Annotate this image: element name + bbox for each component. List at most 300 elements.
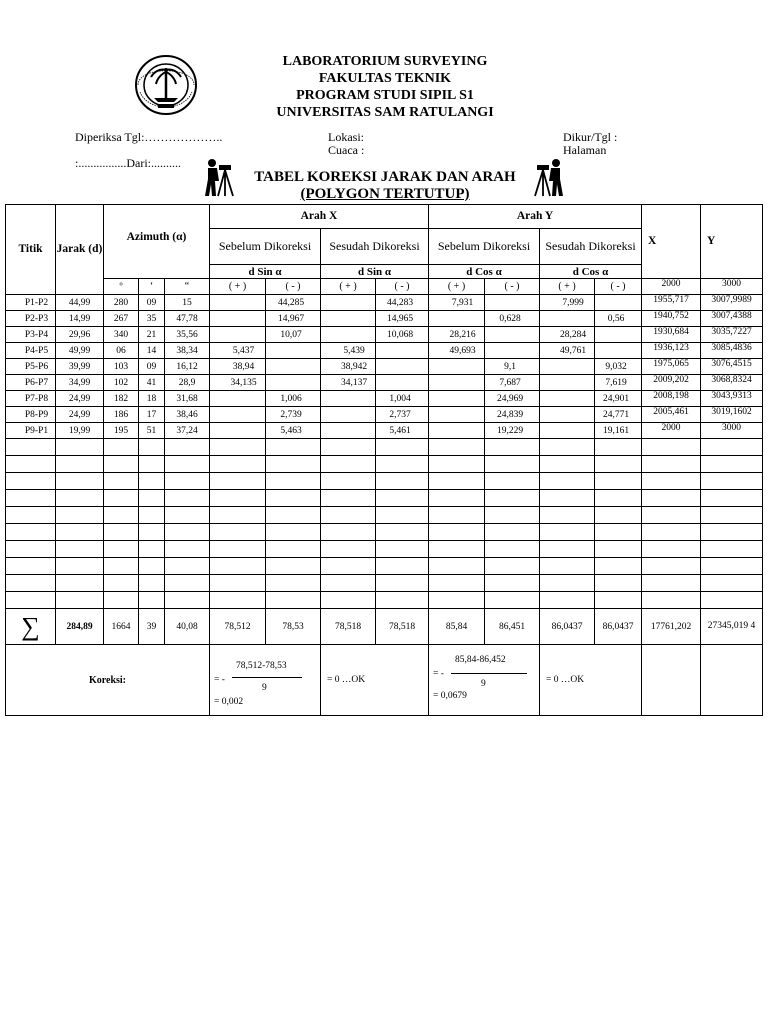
empty-cell [376, 507, 429, 524]
empty-cell [104, 490, 139, 507]
empty-cell [210, 473, 266, 490]
empty-cell [642, 524, 701, 541]
empty-cell [701, 490, 763, 507]
empty-cell [595, 490, 642, 507]
table-cell [210, 295, 266, 311]
row-titik: P3-P4 [6, 327, 56, 343]
empty-cell [540, 507, 595, 524]
empty-cell [376, 490, 429, 507]
table-title [230, 169, 540, 203]
col-dsin-1: d Sin α [210, 265, 321, 279]
row-titik: P2-P3 [6, 311, 56, 327]
empty-cell [321, 541, 376, 558]
empty-cell [701, 558, 763, 575]
table-cell: 28,216 [429, 327, 485, 343]
col-dcos-1: d Cos α [429, 265, 540, 279]
koreksi-y-result: = 0,0679 [433, 691, 467, 701]
empty-cell [540, 541, 595, 558]
empty-cell [321, 473, 376, 490]
table-cell: 39,99 [56, 359, 104, 375]
table-cell: 31,68 [165, 391, 210, 407]
sum-cell: 1664 [104, 609, 139, 645]
y-initial: 3000 [701, 279, 763, 295]
table-cell: 103 [104, 359, 139, 375]
empty-cell [56, 473, 104, 490]
table-cell [540, 407, 595, 423]
table-cell [210, 407, 266, 423]
empty-cell [429, 592, 485, 609]
sum-cell: 85,84 [429, 609, 485, 645]
table-cell: 24,839 [485, 407, 540, 423]
dari-field: :................Dari:.......... [75, 156, 181, 170]
table-cell: 3043,9313 [701, 391, 763, 407]
empty-cell [429, 524, 485, 541]
table-cell: 24,901 [595, 391, 642, 407]
table-cell [540, 359, 595, 375]
sum-cell: 27345,019 4 [701, 609, 763, 645]
empty-cell [266, 575, 321, 592]
empty-row [6, 490, 763, 507]
col-jarak: Jarak (d) [56, 205, 104, 295]
col-x-sebelum: Sebelum Dikoreksi [210, 229, 321, 265]
sum-cell: 86,0437 [595, 609, 642, 645]
col-min: ‘ [139, 279, 165, 295]
empty-cell [165, 507, 210, 524]
empty-cell [56, 524, 104, 541]
empty-cell [266, 558, 321, 575]
table-cell: 41 [139, 375, 165, 391]
empty-cell [485, 575, 540, 592]
empty-cell [642, 456, 701, 473]
row-titik: P8-P9 [6, 407, 56, 423]
empty-cell [321, 575, 376, 592]
empty-cell [642, 439, 701, 456]
empty-cell [540, 456, 595, 473]
table-cell [321, 311, 376, 327]
empty-cell [642, 558, 701, 575]
table-cell: 5,439 [321, 343, 376, 359]
table-cell: 9,1 [485, 359, 540, 375]
col-plus: ( + ) [540, 279, 595, 295]
table-cell: 49,761 [540, 343, 595, 359]
empty-cell [139, 456, 165, 473]
empty-cell [165, 558, 210, 575]
empty-cell [139, 575, 165, 592]
table-cell: 14,967 [266, 311, 321, 327]
koreksi-y-eq: = - [433, 669, 444, 679]
empty-cell [104, 592, 139, 609]
koreksi-row [6, 645, 763, 716]
empty-cell [56, 541, 104, 558]
table-cell [321, 423, 376, 439]
table-cell: 2,737 [376, 407, 429, 423]
koreksi-x-empty [642, 645, 701, 716]
col-plus: ( + ) [321, 279, 376, 295]
table-cell: 1936,123 [642, 343, 701, 359]
empty-cell [701, 439, 763, 456]
empty-row [6, 473, 763, 490]
table-cell: 49,99 [56, 343, 104, 359]
col-x-sesudah: Sesudah Dikoreksi [321, 229, 429, 265]
table-cell: 38,34 [165, 343, 210, 359]
empty-cell [266, 524, 321, 541]
empty-cell [210, 490, 266, 507]
empty-cell [642, 541, 701, 558]
table-cell: 3035,7227 [701, 327, 763, 343]
empty-cell [595, 524, 642, 541]
table-cell: 34,137 [321, 375, 376, 391]
table-cell: 06 [104, 343, 139, 359]
empty-cell [6, 592, 56, 609]
table-cell [321, 295, 376, 311]
table-row [6, 423, 763, 439]
table-cell [485, 327, 540, 343]
table-title-line-2: (POLYGON TERTUTUP) [300, 186, 470, 202]
table-cell: 2000 [642, 423, 701, 439]
table-cell [266, 359, 321, 375]
header-line-1: LABORATORIUM SURVEYING [282, 54, 488, 69]
table-cell: 47,78 [165, 311, 210, 327]
table-cell: 182 [104, 391, 139, 407]
table-cell: 19,229 [485, 423, 540, 439]
koreksi-y-ok: = 0 …OK [540, 645, 642, 716]
empty-cell [321, 558, 376, 575]
cuaca-field: Cuaca : [328, 143, 365, 157]
empty-cell [139, 524, 165, 541]
empty-cell [6, 507, 56, 524]
table-cell [540, 375, 595, 391]
table-cell [429, 391, 485, 407]
empty-cell [642, 473, 701, 490]
table-cell: 38,94 [210, 359, 266, 375]
sum-cell: 78,53 [266, 609, 321, 645]
table-cell: 14,965 [376, 311, 429, 327]
empty-cell [165, 439, 210, 456]
empty-cell [139, 439, 165, 456]
table-cell: 2005,461 [642, 407, 701, 423]
table-cell: 3085,4836 [701, 343, 763, 359]
table-cell: 44,99 [56, 295, 104, 311]
empty-cell [321, 490, 376, 507]
table-row [6, 375, 763, 391]
empty-cell [540, 592, 595, 609]
table-row [6, 295, 763, 311]
table-cell: 7,619 [595, 375, 642, 391]
empty-cell [429, 490, 485, 507]
empty-cell [139, 507, 165, 524]
koreksi-x-ok: = 0 …OK [321, 645, 429, 716]
table-row [6, 311, 763, 327]
col-arah-y: Arah Y [429, 205, 642, 229]
table-cell: 49,693 [429, 343, 485, 359]
table-cell [210, 391, 266, 407]
table-cell: 0,56 [595, 311, 642, 327]
empty-cell [165, 575, 210, 592]
table-cell: 19,161 [595, 423, 642, 439]
koreksi-y-formula [429, 645, 540, 716]
empty-cell [6, 575, 56, 592]
table-cell: 3007,4388 [701, 311, 763, 327]
col-minus: ( - ) [266, 279, 321, 295]
table-cell: 24,99 [56, 391, 104, 407]
col-sec: “ [165, 279, 210, 295]
empty-cell [540, 575, 595, 592]
table-cell: 2009,202 [642, 375, 701, 391]
table-cell [485, 295, 540, 311]
empty-cell [210, 592, 266, 609]
empty-cell [6, 473, 56, 490]
empty-row [6, 507, 763, 524]
col-x: X [642, 205, 701, 279]
table-cell [321, 407, 376, 423]
col-arah-x: Arah X [210, 205, 429, 229]
empty-cell [6, 541, 56, 558]
empty-cell [104, 473, 139, 490]
empty-cell [595, 558, 642, 575]
lokasi-field: Lokasi: [328, 130, 364, 144]
table-cell: 15 [165, 295, 210, 311]
empty-cell [701, 524, 763, 541]
empty-cell [210, 575, 266, 592]
empty-cell [104, 575, 139, 592]
table-cell: 35 [139, 311, 165, 327]
empty-cell [165, 524, 210, 541]
col-minus: ( - ) [595, 279, 642, 295]
table-cell: 19,99 [56, 423, 104, 439]
empty-cell [165, 473, 210, 490]
empty-cell [701, 473, 763, 490]
table-row [6, 391, 763, 407]
table-cell [321, 391, 376, 407]
empty-cell [376, 439, 429, 456]
empty-cell [266, 490, 321, 507]
koreksi-y-den: 9 [481, 679, 486, 689]
row-titik: P1-P2 [6, 295, 56, 311]
empty-cell [56, 456, 104, 473]
empty-cell [540, 439, 595, 456]
empty-cell [485, 592, 540, 609]
col-azimuth: Azimuth (α) [104, 205, 210, 279]
header-line-2: FAKULTAS TEKNIK [318, 71, 452, 86]
col-dcos-2: d Cos α [540, 265, 642, 279]
koreksi-y-num: 85,84-86,452 [455, 655, 506, 665]
table-cell: 34,99 [56, 375, 104, 391]
empty-cell [429, 439, 485, 456]
empty-cell [595, 473, 642, 490]
col-plus: ( + ) [210, 279, 266, 295]
table-cell: 14 [139, 343, 165, 359]
empty-cell [210, 439, 266, 456]
empty-cell [642, 575, 701, 592]
empty-cell [376, 592, 429, 609]
empty-cell [485, 490, 540, 507]
empty-cell [642, 507, 701, 524]
table-cell [595, 327, 642, 343]
table-cell: 24,99 [56, 407, 104, 423]
empty-cell [321, 524, 376, 541]
koreksi-label: Koreksi: [6, 645, 210, 716]
table-cell: 1,004 [376, 391, 429, 407]
lab-header [200, 53, 570, 121]
table-cell [266, 375, 321, 391]
table-cell: 1955,717 [642, 295, 701, 311]
empty-cell [56, 439, 104, 456]
empty-cell [701, 575, 763, 592]
table-cell: 3019,1602 [701, 407, 763, 423]
empty-cell [6, 490, 56, 507]
empty-cell [595, 507, 642, 524]
table-cell: 1930,684 [642, 327, 701, 343]
table-row [6, 327, 763, 343]
table-cell: 28,9 [165, 375, 210, 391]
table-cell: 29,96 [56, 327, 104, 343]
table-cell [210, 327, 266, 343]
table-cell: 340 [104, 327, 139, 343]
table-cell: 18 [139, 391, 165, 407]
col-minus: ( - ) [376, 279, 429, 295]
table-cell: 9,032 [595, 359, 642, 375]
header-line-3: PROGRAM STUDI SIPIL S1 [296, 88, 474, 103]
empty-cell [6, 524, 56, 541]
table-cell: 35,56 [165, 327, 210, 343]
empty-row [6, 558, 763, 575]
empty-cell [429, 541, 485, 558]
table-cell [210, 423, 266, 439]
x-initial: 2000 [642, 279, 701, 295]
koreksi-x-formula [210, 645, 321, 716]
table-cell [595, 295, 642, 311]
empty-cell [56, 575, 104, 592]
table-cell: 3000 [701, 423, 763, 439]
empty-cell [266, 473, 321, 490]
sum-cell: 78,518 [376, 609, 429, 645]
diperiksa-field: Diperiksa Tgl:……………….. [75, 130, 223, 144]
col-y: Y [701, 205, 763, 279]
sum-cell: 86,0437 [540, 609, 595, 645]
empty-cell [701, 507, 763, 524]
table-cell: 24,969 [485, 391, 540, 407]
empty-cell [104, 558, 139, 575]
table-cell: 7,687 [485, 375, 540, 391]
empty-row [6, 541, 763, 558]
empty-cell [376, 541, 429, 558]
empty-cell [321, 456, 376, 473]
table-cell: 5,463 [266, 423, 321, 439]
empty-cell [642, 592, 701, 609]
table-cell: 16,12 [165, 359, 210, 375]
table-cell [540, 311, 595, 327]
table-cell: 14,99 [56, 311, 104, 327]
sum-cell: 86,451 [485, 609, 540, 645]
dikur-field: Dikur/Tgl : [563, 130, 618, 144]
col-titik: Titik [6, 205, 56, 295]
table-cell: 267 [104, 311, 139, 327]
table-cell: 280 [104, 295, 139, 311]
empty-cell [210, 524, 266, 541]
table-cell: 1940,752 [642, 311, 701, 327]
col-plus: ( + ) [429, 279, 485, 295]
table-cell: 21 [139, 327, 165, 343]
empty-cell [266, 456, 321, 473]
empty-cell [266, 541, 321, 558]
table-cell: 34,135 [210, 375, 266, 391]
empty-cell [485, 524, 540, 541]
sum-cell: 17761,202 [642, 609, 701, 645]
table-row [6, 343, 763, 359]
empty-cell [485, 507, 540, 524]
table-cell [376, 375, 429, 391]
koreksi-x-result: = 0,002 [214, 697, 244, 707]
empty-cell [540, 473, 595, 490]
empty-cell [540, 524, 595, 541]
empty-cell [701, 592, 763, 609]
empty-cell [642, 490, 701, 507]
table-cell: 5,437 [210, 343, 266, 359]
empty-cell [210, 558, 266, 575]
koreksi-y-empty [701, 645, 763, 716]
empty-cell [266, 507, 321, 524]
table-cell [429, 375, 485, 391]
koreksi-x-num: 78,512-78,53 [236, 661, 287, 671]
sum-symbol: ∑ [6, 609, 56, 645]
empty-row [6, 456, 763, 473]
col-y-sesudah: Sesudah Dikoreksi [540, 229, 642, 265]
table-cell: 17 [139, 407, 165, 423]
empty-cell [139, 490, 165, 507]
col-y-sebelum: Sebelum Dikoreksi [429, 229, 540, 265]
empty-cell [6, 439, 56, 456]
empty-row [6, 575, 763, 592]
empty-cell [595, 456, 642, 473]
table-cell: 0,628 [485, 311, 540, 327]
empty-cell [376, 524, 429, 541]
row-titik: P4-P5 [6, 343, 56, 359]
empty-cell [429, 575, 485, 592]
sum-cell: 78,512 [210, 609, 266, 645]
empty-cell [165, 456, 210, 473]
table-cell: 7,931 [429, 295, 485, 311]
empty-cell [376, 575, 429, 592]
empty-cell [104, 439, 139, 456]
table-title-line-1: TABEL KOREKSI JARAK DAN ARAH [254, 169, 516, 185]
empty-cell [56, 558, 104, 575]
empty-cell [104, 524, 139, 541]
table-cell: 28,284 [540, 327, 595, 343]
table-cell [266, 343, 321, 359]
row-titik: P9-P1 [6, 423, 56, 439]
empty-cell [429, 473, 485, 490]
table-cell: 38,46 [165, 407, 210, 423]
empty-row [6, 439, 763, 456]
empty-cell [139, 473, 165, 490]
fraction-line [451, 673, 527, 674]
correction-table [5, 204, 763, 716]
empty-cell [376, 558, 429, 575]
table-cell [540, 423, 595, 439]
empty-cell [56, 592, 104, 609]
koreksi-x-eq: = - [214, 675, 225, 685]
empty-cell [6, 558, 56, 575]
empty-cell [104, 456, 139, 473]
empty-cell [701, 541, 763, 558]
empty-cell [210, 541, 266, 558]
row-titik: P5-P6 [6, 359, 56, 375]
col-dsin-2: d Sin α [321, 265, 429, 279]
row-titik: P6-P7 [6, 375, 56, 391]
empty-cell [429, 456, 485, 473]
empty-cell [485, 456, 540, 473]
table-cell: 3076,4515 [701, 359, 763, 375]
